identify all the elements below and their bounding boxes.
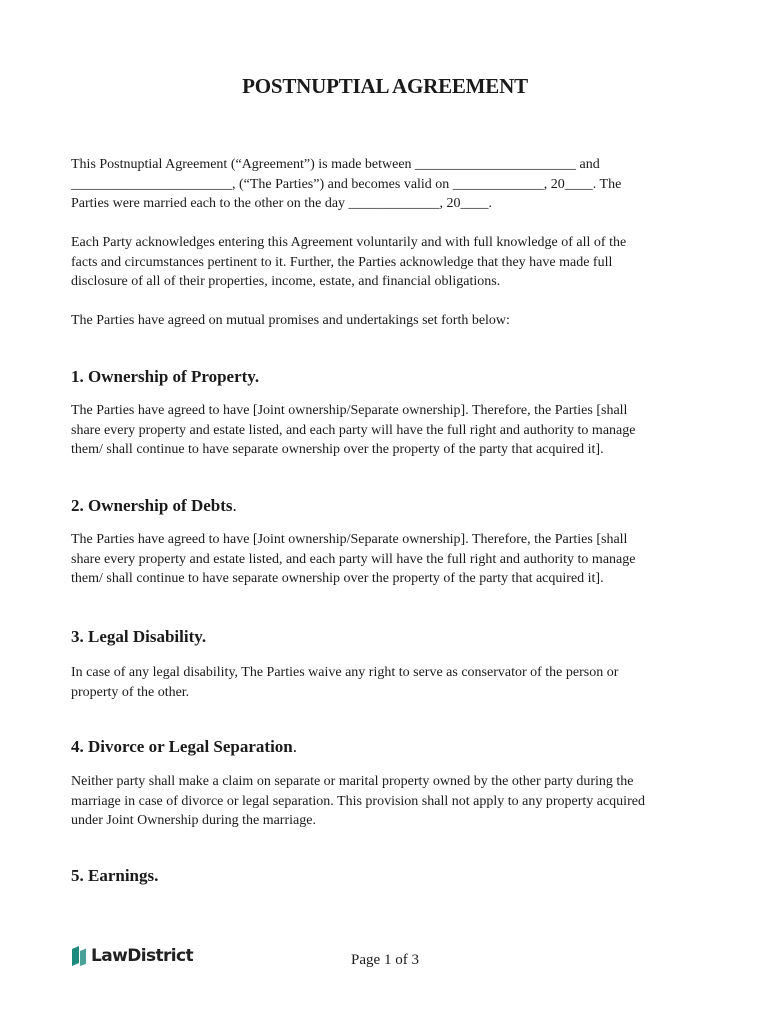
ack-line: disclosure of all of their properties, income, estate, and financial obligations. (71, 274, 501, 290)
promises-paragraph (71, 311, 701, 331)
logo-text: LawDistrict (91, 946, 194, 966)
section-line: In case of any legal disability, The Parties waive any right to serve as conservator of the person or (71, 665, 619, 680)
section-line: them/ shall continue to have separate ownership over the property of the party that acquired it]. (71, 571, 604, 587)
section-body-property (71, 401, 701, 460)
section-heading-text: 2. Ownership of Debts (71, 496, 233, 515)
section-line: under Joint Ownership during the marriage. (71, 813, 316, 829)
acknowledgement-paragraph (71, 233, 701, 292)
section-body-debts (71, 530, 701, 589)
section-body-legal-disability (71, 663, 701, 702)
section-line: property of the other. (71, 684, 190, 700)
section-line: share every property and estate listed, and each party will have the full right and authority to manage (71, 422, 636, 438)
section-line: marriage in case of divorce or legal separation. This provision shall not apply to any property acquired (71, 793, 645, 809)
section-heading-text: 3. Legal Disability. (71, 627, 207, 646)
section-heading-legal-disability (71, 627, 206, 647)
promise-line: The Parties have agreed on mutual promises and undertakings set forth below: (71, 313, 510, 328)
section-line: The Parties have agreed to have [Joint ownership/Separate ownership]. Therefore, the Parties [shall (71, 532, 628, 547)
section-line: them/ shall continue to have separate ownership over the property of the party that acquired it]. (71, 442, 604, 458)
section-heading-text: 4. Divorce or Legal Separation (71, 737, 293, 756)
section-heading-divorce (71, 737, 297, 757)
page-number: Page 1 of 3 (351, 952, 419, 968)
section-body-divorce (71, 772, 701, 831)
section-heading-property (71, 367, 259, 387)
section-line: Neither party shall make a claim on separate or marital property owned by the other party during the (71, 774, 634, 789)
intro-line: _______________________, (“The Parties”) and becomes valid on _____________, 20____. The (71, 176, 622, 192)
ack-line: facts and circumstances pertinent to it. Further, the Parties acknowledge that they have made full (71, 254, 613, 270)
intro-paragraph (71, 155, 701, 214)
section-line: share every property and estate listed, and each party will have the full right and authority to manage (71, 551, 636, 567)
section-heading-text: 1. Ownership of Property. (71, 367, 260, 386)
ack-line: Each Party acknowledges entering this Agreement voluntarily and with full knowledge of all of the (71, 235, 627, 250)
document-title: POSTNUPTIAL AGREEMENT (242, 74, 528, 98)
section-heading-earnings (71, 866, 158, 886)
intro-line: Parties were married each to the other on the day _____________, 20____. (71, 196, 493, 212)
section-heading-debts (71, 496, 237, 516)
section-heading-trail: . (292, 737, 298, 756)
intro-line: This Postnuptial Agreement (“Agreement”) is made between _______________________ and (71, 157, 600, 172)
section-line: The Parties have agreed to have [Joint ownership/Separate ownership]. Therefore, the Parties [shall (71, 403, 628, 418)
section-heading-text: 5. Earnings. (71, 866, 159, 885)
section-heading-trail: . (232, 496, 237, 515)
